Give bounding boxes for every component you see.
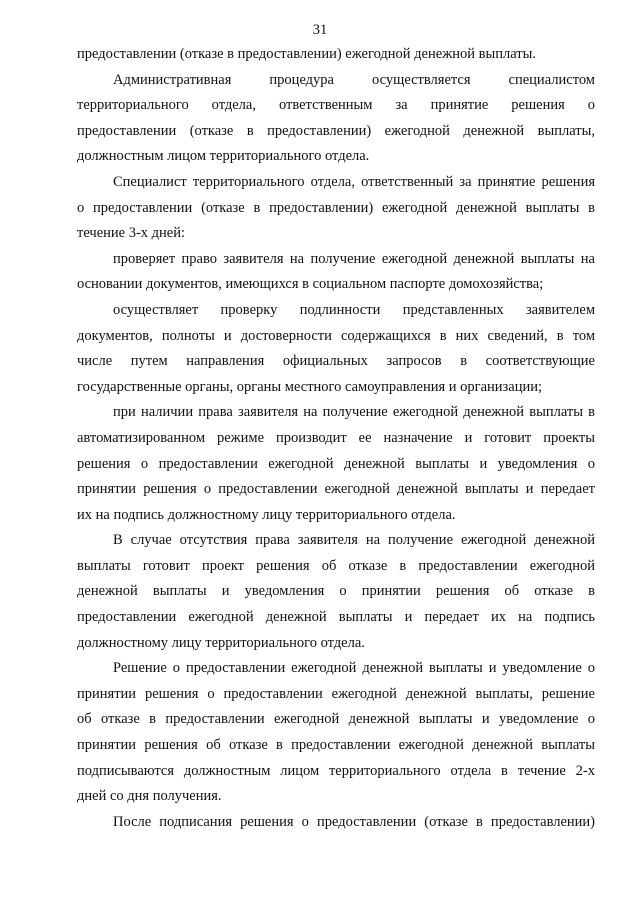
text-line: должностным лицом территориального отдела. xyxy=(77,148,370,165)
document-body xyxy=(77,42,595,835)
text-line: территориального отдела, ответственным за принятие решения о xyxy=(77,97,595,114)
text-line: Специалист территориального отдела, ответственный за принятие решения xyxy=(113,173,595,190)
text-line: В случае отсутствия права заявителя на получение ежегодной денежной xyxy=(113,532,595,549)
text-line: Административная процедура осуществляется специалистом xyxy=(113,71,595,88)
text-line: проверяет право заявителя на получение ежегодной денежной выплаты на xyxy=(113,250,595,267)
text-line: предоставлении ежегодной денежной выплаты и передает их на подпись xyxy=(77,609,595,626)
page-number: 31 xyxy=(312,22,328,38)
text-line: осуществляет проверку подлинности представленных заявителем xyxy=(113,301,595,318)
paragraph xyxy=(77,247,595,298)
paragraph xyxy=(77,810,595,836)
paragraph xyxy=(77,68,595,170)
paragraph xyxy=(77,656,595,810)
text-line: решения о предоставлении ежегодной денежной выплаты и уведомления о xyxy=(77,455,595,472)
text-line: принятии решения о предоставлении ежегодной денежной выплаты, решение xyxy=(77,685,595,702)
text-line: течение 3-х дней: xyxy=(77,225,186,242)
text-line: основании документов, имеющихся в социальном паспорте домохозяйства; xyxy=(77,276,544,293)
text-line: об отказе в предоставлении ежегодной денежной выплаты и уведомление о xyxy=(77,711,595,728)
text-line: документов, полноты и достоверности содержащихся в них сведений, в том xyxy=(77,327,595,344)
text-line: должностному лицу территориального отдела. xyxy=(77,634,365,651)
paragraph xyxy=(77,298,595,400)
text-line: денежной выплаты и уведомления о принятии решения об отказе в xyxy=(77,583,595,600)
text-line: числе путем направления официальных запросов в соответствующие xyxy=(77,353,595,370)
text-line: государственные органы, органы местного самоуправления и организации; xyxy=(77,378,543,395)
text-line: принятии решения об отказе в предоставлении ежегодной денежной выплаты xyxy=(77,737,595,754)
text-line: их на подпись должностному лицу территориального отдела. xyxy=(77,506,456,523)
paragraph xyxy=(77,42,595,68)
paragraph xyxy=(77,400,595,528)
text-line: автоматизированном режиме производит ее назначение и готовит проекты xyxy=(77,429,595,446)
text-line: предоставлении (отказе в предоставлении) ежегодной денежной выплаты, xyxy=(77,122,595,139)
text-line: выплаты готовит проект решения об отказе в предоставлении ежегодной xyxy=(77,557,595,574)
text-line: дней со дня получения. xyxy=(77,788,222,805)
text-line: подписываются должностным лицом территориального отдела в течение 2-х xyxy=(77,762,595,779)
text-line: После подписания решения о предоставлении (отказе в предоставлении) xyxy=(113,813,595,830)
paragraph xyxy=(77,528,595,656)
text-line: о предоставлении (отказе в предоставлении) ежегодной денежной выплаты в xyxy=(77,199,595,216)
text-line: при наличии права заявителя на получение ежегодной денежной выплаты в xyxy=(113,404,595,421)
text-line: предоставлении (отказе в предоставлении) ежегодной денежной выплаты. xyxy=(77,46,536,62)
paragraph xyxy=(77,170,595,247)
text-line: Решение о предоставлении ежегодной денежной выплаты и уведомление о xyxy=(113,660,595,677)
text-line: принятии решения о предоставлении ежегодной денежной выплаты и передает xyxy=(77,481,595,498)
